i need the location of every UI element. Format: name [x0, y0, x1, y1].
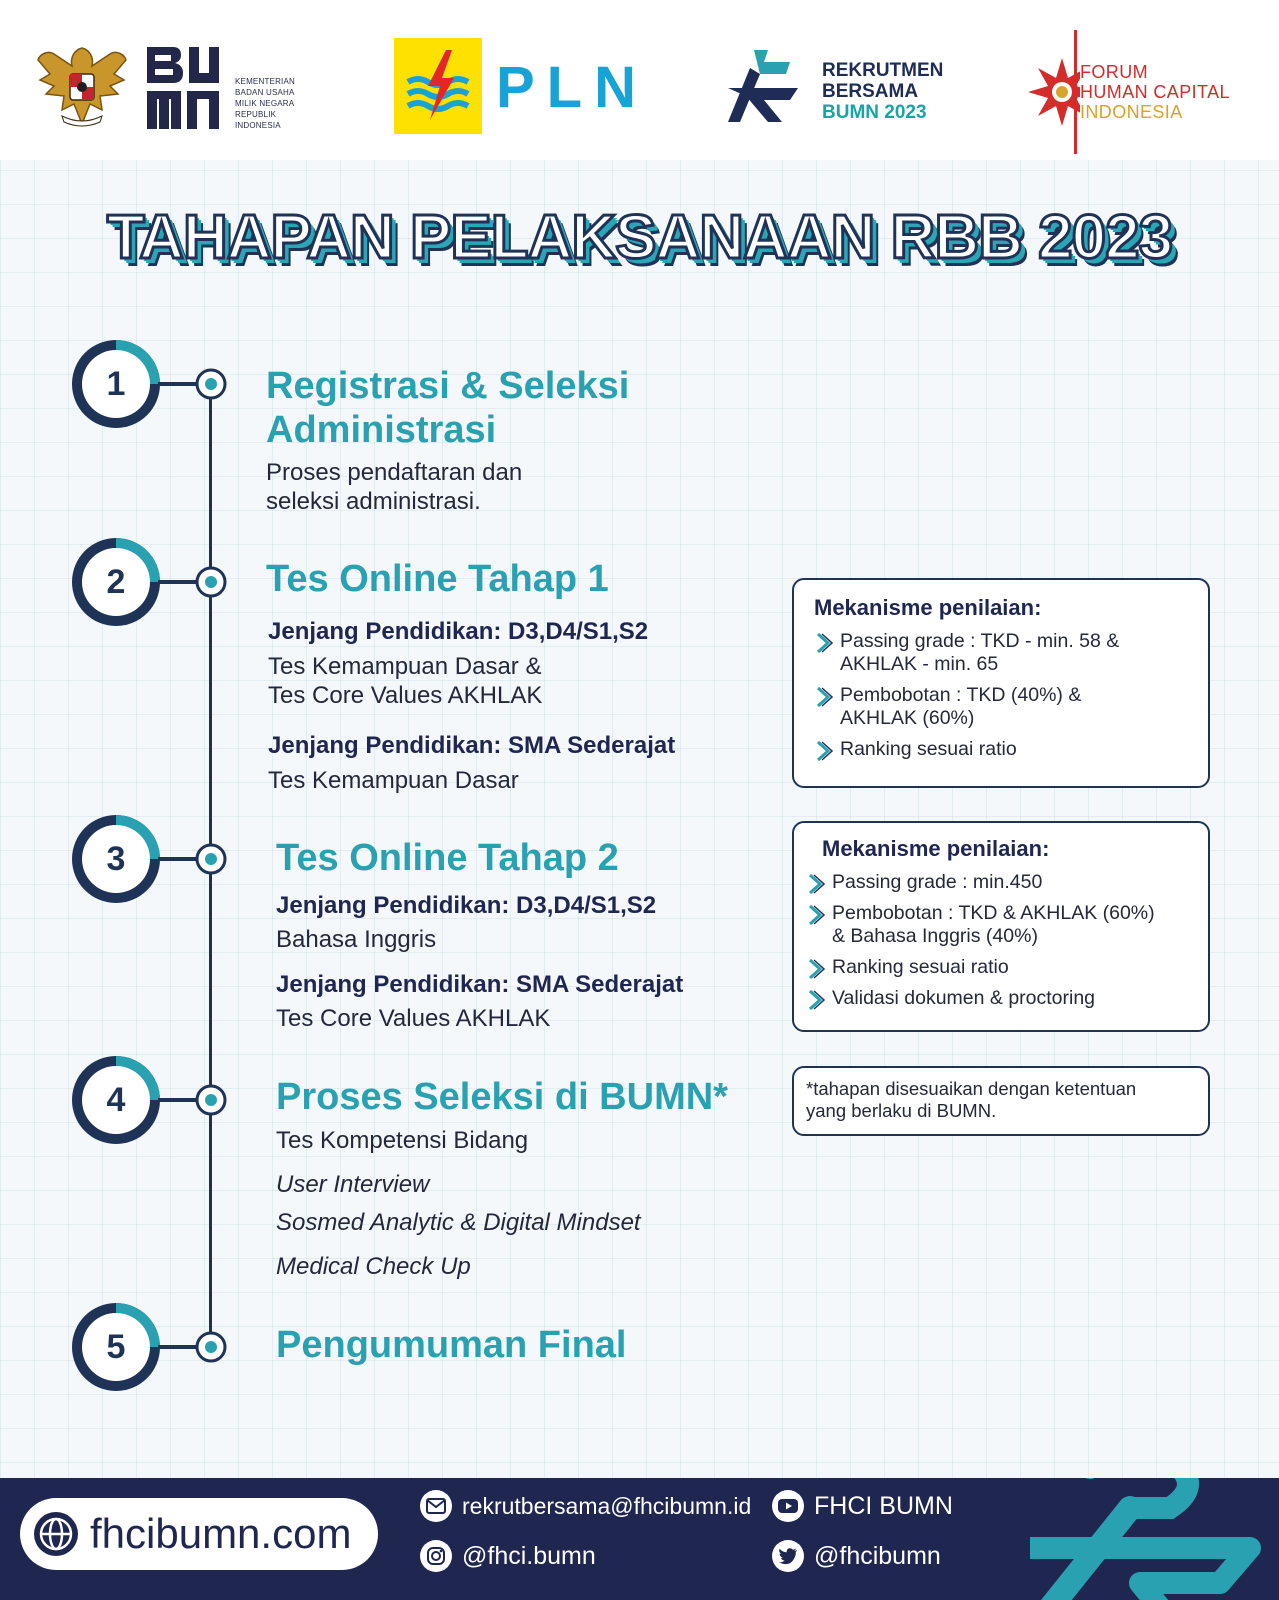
footnote-text: *tahapan disesuaikan dengan ketentuan yang berlaku di BUMN. [806, 1078, 1137, 1121]
chevron-right-icon [806, 904, 826, 926]
instagram-icon [420, 1540, 452, 1572]
step-3-number: 3 [106, 839, 126, 878]
step-3-level-sma: Jenjang Pendidikan: SMA Sederajat [276, 971, 684, 998]
email-label: rekrutbersama@fhcibumn.id [462, 1493, 752, 1519]
chevron-right-icon [814, 632, 834, 654]
assessment-item: Pembobotan : TKD (40%) & AKHLAK (60%) [814, 684, 1190, 730]
step-2-tests-higher-ed: Tes Kemampuan Dasar & Tes Core Values AKHLAK [268, 653, 543, 709]
twitter-icon [772, 1540, 804, 1572]
globe-icon [32, 1510, 80, 1558]
chevron-right-icon [806, 873, 826, 895]
assessment-item: Ranking sesuai ratio [814, 738, 1190, 761]
rekrutmen-bersama-logo-icon [720, 42, 804, 128]
instagram-contact[interactable] [420, 1540, 596, 1572]
youtube-icon [772, 1490, 804, 1522]
step-1-number: 1 [106, 364, 126, 403]
footer [0, 1478, 1279, 1600]
instagram-label: @fhci.bumn [462, 1542, 596, 1570]
chevron-right-icon [814, 740, 834, 762]
assessment-item: Validasi dokumen & proctoring [806, 987, 1190, 1010]
step-3-tests-sma: Tes Core Values AKHLAK [276, 1005, 551, 1032]
step-2-level-sma: Jenjang Pendidikan: SMA Sederajat [268, 732, 676, 759]
step-4-item: Medical Check Up [276, 1253, 471, 1280]
fhci-logo-icon [1018, 30, 1080, 154]
step-2-number: 2 [106, 562, 126, 601]
assessment-item: Passing grade : TKD - min. 58 & AKHLAK - min. 65 [814, 630, 1190, 676]
step-4-item: Tes Kompetensi Bidang [276, 1127, 529, 1154]
step-3-level-higher-ed: Jenjang Pendidikan: D3,D4/S1,S2 [276, 892, 657, 919]
step-3-title: Tes Online Tahap 2 [276, 837, 619, 879]
step-4-item: User Interview [276, 1171, 430, 1198]
step-2-level-higher-ed: Jenjang Pendidikan: D3,D4/S1,S2 [268, 618, 649, 645]
step-2-tests-sma: Tes Kemampuan Dasar [268, 767, 519, 794]
assessment-box-stage-1 [792, 578, 1210, 788]
step-5-title: Pengumuman Final [276, 1324, 627, 1366]
step-2-title: Tes Online Tahap 1 [266, 558, 609, 600]
step-1-title: Registrasi & Seleksi Administrasi [266, 365, 630, 451]
step-5-number: 5 [106, 1327, 126, 1366]
youtube-contact[interactable] [772, 1490, 953, 1522]
bumn-logo-icon [143, 43, 223, 133]
rekrutmen-bersama-decor-icon [1010, 1478, 1279, 1600]
rekrutmen-bersama-text: REKRUTMEN BERSAMA BUMN 2023 [822, 60, 944, 123]
youtube-label: FHCI BUMN [814, 1492, 953, 1520]
step-4-title: Proses Seleksi di BUMN* [276, 1076, 728, 1118]
step-3-tests-higher-ed: Bahasa Inggris [276, 926, 437, 953]
pln-logo-icon [394, 38, 482, 134]
email-contact[interactable] [420, 1490, 751, 1522]
step-1-description: Proses pendaftaran dan seleksi administrasi. [266, 459, 523, 515]
fhci-text: FORUM HUMAN CAPITAL INDONESIA [1080, 62, 1230, 122]
pln-wordmark: PLN [496, 55, 648, 120]
assessment-box-title: Mekanisme penilaian: [814, 595, 1042, 620]
step-4-item: Sosmed Analytic & Digital Mindset [276, 1209, 641, 1236]
assessment-item: Ranking sesuai ratio [806, 956, 1190, 979]
page-title: TAHAPAN PELAKSANAAN RBB 2023 [106, 203, 1173, 272]
garuda-pancasila-icon [34, 40, 130, 132]
bumn-ministry-text: KEMENTERIAN BADAN USAHA MILIK NEGARA REPUBLIK INDONESIA [235, 77, 295, 130]
assessment-box-stage-2 [792, 821, 1210, 1032]
step-4-number: 4 [106, 1080, 126, 1119]
footnote-box [792, 1066, 1210, 1136]
website-label: fhcibumn.com [90, 1510, 352, 1557]
logo-bar [0, 0, 1279, 160]
assessment-box-title: Mekanisme penilaian: [822, 836, 1050, 861]
email-icon [420, 1490, 452, 1522]
assessment-item: Passing grade : min.450 [806, 871, 1190, 894]
twitter-label: @fhcibumn [814, 1542, 941, 1570]
chevron-right-icon [806, 958, 826, 980]
assessment-item: Pembobotan : TKD & AKHLAK (60%) & Bahasa Inggris (40%) [806, 902, 1190, 948]
twitter-contact[interactable] [772, 1540, 941, 1572]
website-link[interactable] [20, 1498, 378, 1570]
chevron-right-icon [806, 989, 826, 1011]
chevron-right-icon [814, 686, 834, 708]
